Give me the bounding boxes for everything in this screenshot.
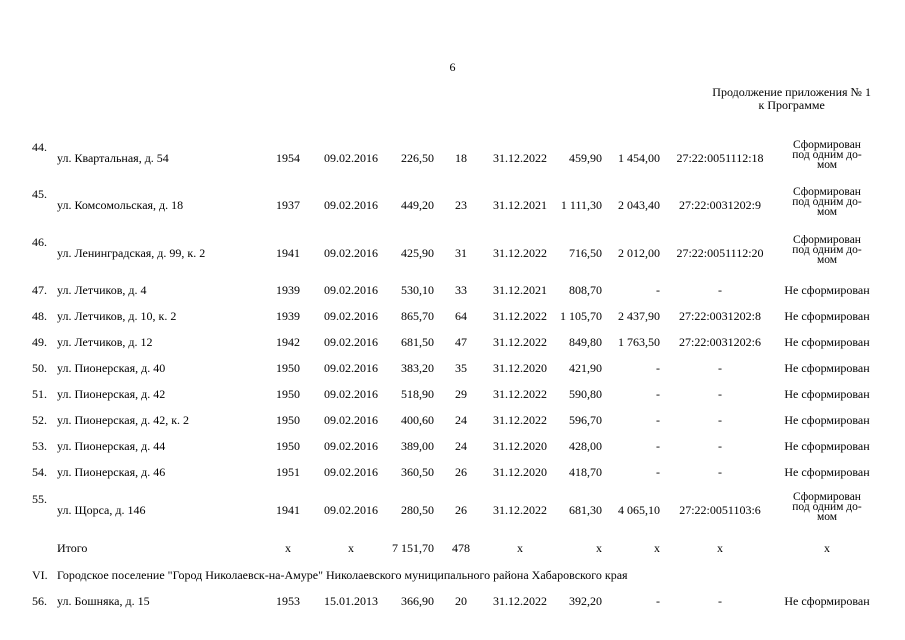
build-year: 1937 — [276, 198, 300, 212]
land-plot-area: - — [656, 361, 660, 375]
land-status: Не сформирован — [784, 413, 870, 427]
build-year: 1941 — [276, 503, 300, 517]
build-year: 1941 — [276, 246, 300, 260]
recognition-date: 09.02.2016 — [324, 439, 378, 453]
row-number: 50. — [32, 361, 47, 375]
land-area: 596,70 — [569, 413, 602, 427]
recognition-date: 09.02.2016 — [324, 387, 378, 401]
row-number: 54. — [32, 465, 47, 479]
planned-date: 31.12.2020 — [493, 465, 547, 479]
land-status: Не сформирован — [784, 439, 870, 453]
cadastral-number: 27:22:0051112:18 — [676, 151, 764, 165]
living-area: 366,90 — [401, 594, 434, 608]
residents-count: 64 — [455, 309, 467, 323]
planned-date: 31.12.2022 — [493, 335, 547, 349]
cadastral-number: 27:22:0051103:6 — [679, 503, 761, 517]
table-row — [0, 234, 905, 266]
land-status-line: Сформирован — [793, 139, 861, 151]
land-status: Не сформирован — [784, 283, 870, 297]
section-heading — [0, 568, 905, 582]
row-number: 45. — [32, 187, 47, 201]
total-label: Итого — [57, 541, 88, 555]
recognition-date: 15.01.2013 — [324, 594, 378, 608]
living-area: 226,50 — [401, 151, 434, 165]
table-row — [0, 491, 905, 523]
total-land-plot-area: х — [654, 541, 660, 555]
residents-count: 26 — [455, 465, 467, 479]
planned-date: 31.12.2022 — [493, 246, 547, 260]
cadastral-number: 27:22:0031202:8 — [678, 309, 761, 323]
land-area: 681,30 — [569, 503, 602, 517]
land-area: 590,80 — [569, 387, 602, 401]
total-living-area: 7 151,70 — [392, 541, 434, 555]
planned-date: 31.12.2021 — [493, 198, 547, 212]
recognition-date: 09.02.2016 — [324, 413, 378, 427]
table-row — [0, 439, 905, 453]
address: ул. Комсомольская, д. 18 — [57, 198, 184, 212]
total-row — [0, 541, 905, 555]
appendix-caption — [712, 86, 871, 112]
land-plot-area: 1 763,50 — [618, 335, 660, 349]
address: ул. Бошняка, д. 15 — [57, 594, 150, 608]
address: ул. Квартальная, д. 54 — [57, 151, 169, 165]
cadastral-number: - — [718, 283, 722, 297]
recognition-date: 09.02.2016 — [324, 465, 378, 479]
build-year: 1950 — [276, 387, 300, 401]
land-plot-area: - — [656, 465, 660, 479]
section-number: VI. — [32, 568, 48, 582]
land-area: 808,70 — [569, 283, 602, 297]
living-area: 389,00 — [401, 439, 434, 453]
recognition-date: 09.02.2016 — [324, 198, 378, 212]
land-area: 428,00 — [569, 439, 602, 453]
row-number: 46. — [32, 235, 47, 249]
land-status: Не сформирован — [784, 335, 870, 349]
living-area: 449,20 — [401, 198, 434, 212]
land-area: 716,50 — [569, 246, 602, 260]
recognition-date: 09.02.2016 — [324, 503, 378, 517]
residents-count: 35 — [455, 361, 467, 375]
living-area: 360,50 — [401, 465, 434, 479]
residents-count: 33 — [455, 283, 467, 297]
total-land-status: х — [824, 541, 830, 555]
address: ул. Летчиков, д. 4 — [57, 283, 147, 297]
land-plot-area: 2 437,90 — [618, 309, 660, 323]
land-status-line: под одним до- — [792, 196, 862, 208]
recognition-date: 09.02.2016 — [324, 283, 378, 297]
land-status-line: мом — [816, 254, 838, 266]
build-year: 1953 — [276, 594, 300, 608]
residents-count: 24 — [455, 413, 467, 427]
land-status: Не сформирован — [784, 594, 870, 608]
land-plot-area: - — [656, 413, 660, 427]
table-row — [0, 139, 905, 171]
living-area: 400,60 — [401, 413, 434, 427]
land-status-line: мом — [816, 159, 838, 171]
land-status: Не сформирован — [784, 465, 870, 479]
land-plot-area: 1 454,00 — [618, 151, 660, 165]
land-plot-area: - — [656, 594, 660, 608]
land-status-line: под одним до- — [792, 501, 862, 513]
land-plot-area: - — [656, 387, 660, 401]
residents-count: 29 — [455, 387, 467, 401]
residents-count: 23 — [455, 198, 467, 212]
build-year: 1950 — [276, 361, 300, 375]
row-number: 52. — [32, 413, 47, 427]
address: ул. Летчиков, д. 10, к. 2 — [57, 309, 177, 323]
total-residents-count: 478 — [452, 541, 470, 555]
build-year: 1950 — [276, 413, 300, 427]
land-status — [778, 140, 876, 170]
planned-date: 31.12.2020 — [493, 361, 547, 375]
land-plot-area: 2 043,40 — [618, 198, 660, 212]
land-status — [778, 187, 876, 217]
land-plot-area: 4 065,10 — [618, 503, 660, 517]
land-plot-area: 2 012,00 — [618, 246, 660, 260]
appendix-line-1: Продолжение приложения № 1 — [712, 85, 871, 99]
planned-date: 31.12.2022 — [493, 309, 547, 323]
build-year: 1939 — [276, 309, 300, 323]
residents-count: 47 — [455, 335, 467, 349]
cadastral-number: - — [718, 439, 722, 453]
cadastral-number: 27:22:0031202:9 — [678, 198, 761, 212]
address: ул. Пионерская, д. 42 — [57, 387, 166, 401]
row-number: 51. — [32, 387, 47, 401]
table-row — [0, 413, 905, 427]
living-area: 425,90 — [401, 246, 434, 260]
table-row — [0, 335, 905, 349]
address: ул. Пионерская, д. 46 — [57, 465, 166, 479]
land-status: Не сформирован — [784, 309, 870, 323]
living-area: 383,20 — [401, 361, 434, 375]
table-row — [0, 465, 905, 479]
land-area: 392,20 — [569, 594, 602, 608]
table-row — [0, 387, 905, 401]
land-area: 421,90 — [569, 361, 602, 375]
land-area: 1 105,70 — [560, 309, 602, 323]
address: ул. Летчиков, д. 12 — [57, 335, 153, 349]
cadastral-number: - — [718, 594, 722, 608]
build-year: 1950 — [276, 439, 300, 453]
land-area: 459,90 — [569, 151, 602, 165]
address: ул. Пионерская, д. 44 — [57, 439, 166, 453]
cadastral-number: - — [718, 413, 722, 427]
planned-date: 31.12.2022 — [493, 413, 547, 427]
land-status-line: под одним до- — [792, 149, 862, 161]
address: ул. Ленинградская, д. 99, к. 2 — [57, 246, 206, 260]
total-cadastral-number: х — [717, 541, 723, 555]
living-area: 865,70 — [401, 309, 434, 323]
land-status: Не сформирован — [784, 361, 870, 375]
cadastral-number: - — [718, 387, 722, 401]
land-status-line: мом — [816, 206, 838, 218]
land-status-line: мом — [816, 511, 838, 523]
row-number: 47. — [32, 283, 47, 297]
appendix-line-2: к Программе — [758, 98, 825, 112]
row-number: 53. — [32, 439, 47, 453]
address: ул. Пионерская, д. 40 — [57, 361, 166, 375]
land-area: 1 111,30 — [560, 198, 602, 212]
land-status: Не сформирован — [784, 387, 870, 401]
cadastral-number: - — [718, 465, 722, 479]
row-number: 44. — [32, 140, 47, 154]
planned-date: 31.12.2020 — [493, 439, 547, 453]
planned-date: 31.12.2022 — [493, 387, 547, 401]
land-plot-area: - — [656, 283, 660, 297]
land-status — [778, 235, 876, 265]
build-year: 1939 — [276, 283, 300, 297]
recognition-date: 09.02.2016 — [324, 246, 378, 260]
land-area: 418,70 — [569, 465, 602, 479]
row-number: 49. — [32, 335, 47, 349]
section-title: Городское поселение "Город Николаевск-на-Амуре" Николаевского муниципального района Хабаровского края — [57, 568, 628, 582]
planned-date: 31.12.2022 — [493, 151, 547, 165]
cadastral-number: 27:22:0031202:6 — [678, 335, 761, 349]
cadastral-number: 27:22:0051112:20 — [676, 246, 764, 260]
planned-date: 31.12.2021 — [493, 283, 547, 297]
build-year: 1951 — [276, 465, 300, 479]
living-area: 530,10 — [401, 283, 434, 297]
address: ул. Щорса, д. 146 — [57, 503, 146, 517]
land-status-line: под одним до- — [792, 244, 862, 256]
land-status-line: Сформирован — [793, 491, 861, 503]
build-year: 1954 — [276, 151, 300, 165]
row-number: 55. — [32, 492, 47, 506]
planned-date: 31.12.2022 — [493, 594, 547, 608]
recognition-date: 09.02.2016 — [324, 361, 378, 375]
living-area: 280,50 — [401, 503, 434, 517]
total-recognition-date: х — [348, 541, 354, 555]
total-build-year: х — [285, 541, 291, 555]
residents-count: 31 — [455, 246, 467, 260]
recognition-date: 09.02.2016 — [324, 151, 378, 165]
page-number: 6 — [449, 60, 456, 74]
build-year: 1942 — [276, 335, 300, 349]
row-number: 48. — [32, 309, 47, 323]
residents-count: 20 — [455, 594, 467, 608]
total-planned-date: х — [517, 541, 523, 555]
recognition-date: 09.02.2016 — [324, 309, 378, 323]
cadastral-number: - — [718, 361, 722, 375]
table-row — [0, 594, 905, 608]
land-status-line: Сформирован — [793, 186, 861, 198]
recognition-date: 09.02.2016 — [324, 335, 378, 349]
land-status-line: Сформирован — [793, 234, 861, 246]
table-row — [0, 283, 905, 297]
land-area: 849,80 — [569, 335, 602, 349]
residents-count: 26 — [455, 503, 467, 517]
row-number: 56. — [32, 594, 47, 608]
table-row — [0, 361, 905, 375]
planned-date: 31.12.2022 — [493, 503, 547, 517]
residents-count: 18 — [455, 151, 467, 165]
land-plot-area: - — [656, 439, 660, 453]
residents-count: 24 — [455, 439, 467, 453]
living-area: 518,90 — [401, 387, 434, 401]
living-area: 681,50 — [401, 335, 434, 349]
table-row — [0, 186, 905, 218]
total-land-area: х — [596, 541, 602, 555]
address: ул. Пионерская, д. 42, к. 2 — [57, 413, 190, 427]
table-row — [0, 309, 905, 323]
land-status — [778, 492, 876, 522]
